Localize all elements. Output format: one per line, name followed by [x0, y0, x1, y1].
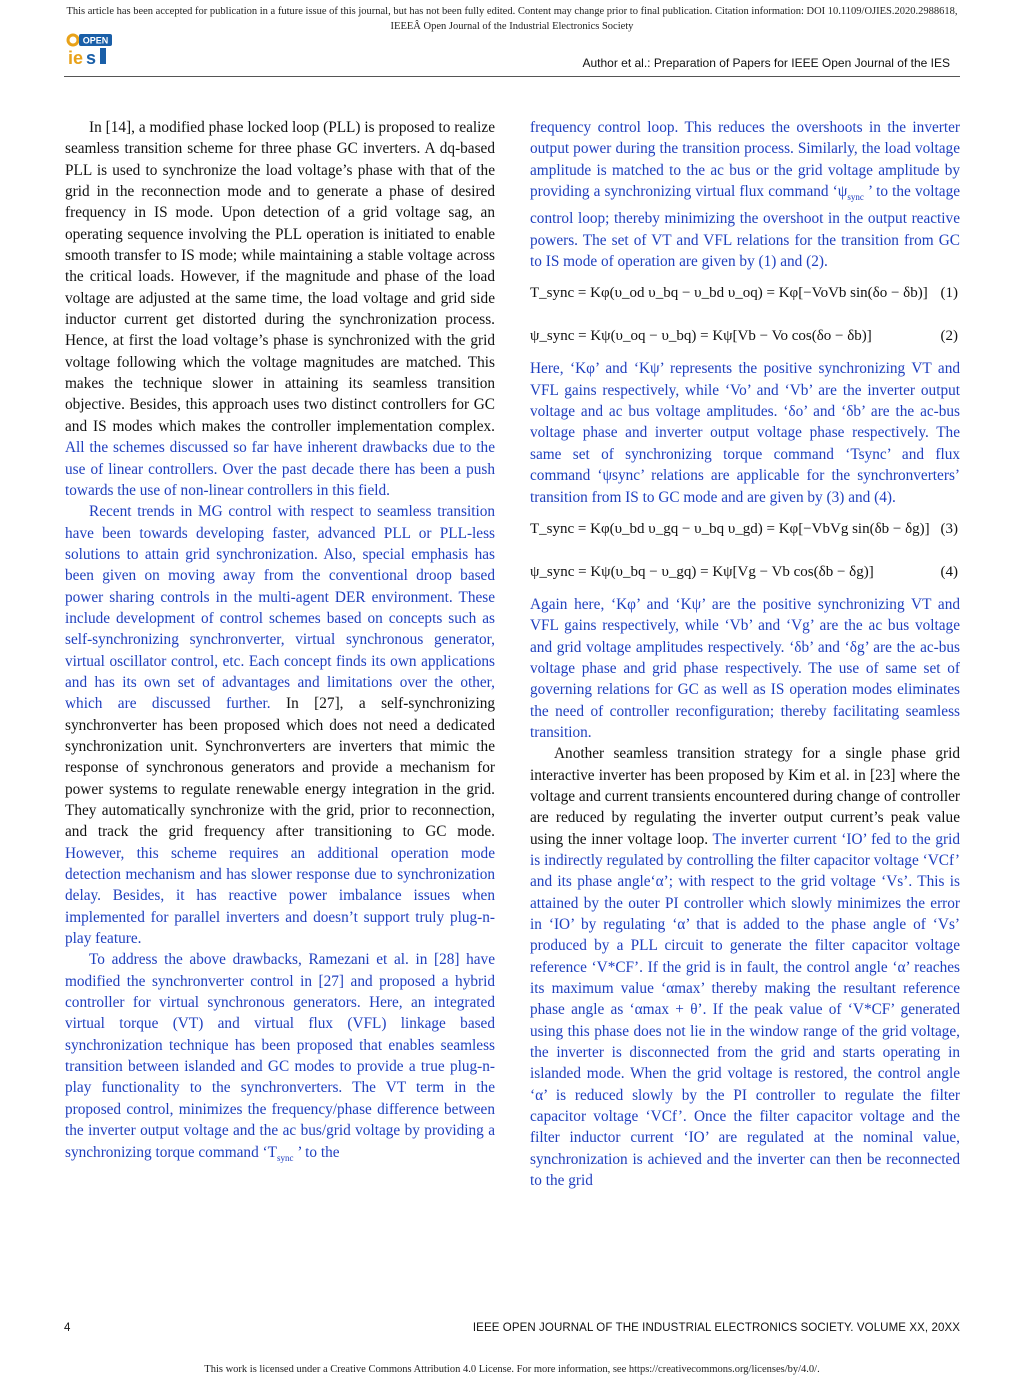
page-number: 4	[64, 1322, 71, 1334]
equation-3-number: (3)	[940, 520, 958, 537]
paragraph-frequency-loop	[530, 117, 960, 272]
paragraph-kim-strategy	[530, 743, 960, 1191]
text-recent-trends: Recent trends in MG control with respect to seamless transition have been towards developing faster, advanced PLL or PLL-less solutions to attain grid synchronization. Also, special emphasis has been given on moving away from the conventional droop based power sharing controls in the multi-agent DER environment. These include development of control schemes based on concepts such as self-synchronizing synchronverter, virtual synchronous generator, virtual oscillator control, etc. Each concept finds its own applications and has its own set of advantages and limitations over the other, which are discussed further.	[65, 503, 495, 713]
paragraph-pll	[65, 117, 495, 501]
text-hybrid-controller: To address the above drawbacks, Ramezani et al. in [28] have modified the synchronverter control in [27] and proposed a hybrid controller for virtual synchronous generators. Here, an integrated virtual torque (VT) and virtual flux (VFL) linkage based synchronization technique has been proposed that enables seamless transition between islanded and GC modes to provide a true plug-n-play functionality to the synchronverters. The VT term in the proposed control, minimizes the frequency/phase difference between the inverter output voltage and the ac bus/grid voltage by providing a synchronizing torque command ‘T	[65, 951, 495, 1161]
text-synchronverter-drawbacks: However, this scheme requires an additional operation mode detection mechanism and has slower response due to synchronization delay. Besides, it has reactive power imbalance issues when implemented for parallel inverters and doesn’t support truly plug-n-play feature.	[65, 844, 495, 948]
svg-text:ie: ie	[68, 48, 84, 68]
text-inverter-current: The inverter current ‘IO’ fed to the grid is indirectly regulated by controlling the filter capacitor voltage ‘VCf’ and its phase angle‘α’; with respect to the grid voltage ‘Vs’. This is attained by the outer PI controller which slowly minimizes the error in ‘IO’ by regulating ‘α’ that is added to the phase angle of ‘Vs’ produced by a PLL circuit to generate the filter capacitor voltage reference ‘V*CF’. If the grid is in fault, the control angle ‘α’ reaches its maximum value ‘αmax’ thereby making the resultant reference phase angle as ‘αmax + θ’. If the peak value of ‘V*CF’ generated using this phase does not lie in the window range of the grid voltage, the inverter is disconnected from the grid and starts operating in islanded mode. When the grid voltage is restored, the control angle ‘α’ is reduced slowly by the PI controller to regulate the filter capacitor voltage ‘VCf’. Once the filter capacitor voltage and the filter inductor current ‘IO’ are regulated at the nominal value, synchronization is achieved and the inverter can then be reconnected to the grid	[530, 830, 960, 1190]
equation-2	[530, 315, 960, 358]
left-column	[65, 117, 495, 1169]
text-kim-strategy: Another seamless transition strategy for a single phase grid interactive inverter has been proposed by Kim et al. in [23] where the voltage and current transients encountered during change of controller are reduced by regulating the inverter output current’s peak value using the inner voltage loop.	[530, 745, 960, 848]
text-pll: In [14], a modified phase locked loop (PLL) is proposed to realize seamless transition scheme for three phase GC inverters. A dq-based PLL is used to synchronize the load voltage’s phase with that of the grid in the reconnection mode and to generate a phase of desired frequency in IS mode. Upon detection of a grid voltage sag, an operating sequence involving the PLL operation is initiated to enable smooth transfer to IS mode; while maintaining a stable voltage across the critical loads. However, if the magnitude and phase of the load voltage are adjusted at the same time, the load voltage and grid side inductor current get distorted during the synchronization process. Hence, at first the load voltage’s phase is synchronized with the grid voltage following which the voltage magnitudes are matched. This makes the technique slower in attaining its seamless transition objective. Besides, this approach uses two distinct controllers for GC and IS modes which makes the controller implementation complex.	[65, 119, 495, 435]
paragraph-gains-is-gc: Again here, ‘Kφ’ and ‘Kψ’ are the positive synchronizing VT and VFL gains respectively, while ‘Vb’ and ‘Vg’ are the ac bus voltage and grid voltage amplitudes respectively. ‘δb’ and ‘δg’ are the ac-bus voltage phase and grid phase respectively. The use of same set of governing relations for GC as well as IS operation modes eliminates the need of controller reconfiguration; thereby facilitating seamless transition.	[530, 595, 960, 741]
equation-2-number: (2)	[940, 328, 958, 345]
publication-notice	[0, 4, 1024, 34]
equation-3	[530, 508, 960, 551]
paragraph-gains-gc-is: Here, ‘Kφ’ and ‘Kψ’ represents the positive synchronizing VT and VFL gains respectively, while ‘Vo’ and ‘Vb’ are the inverter output voltage and ac bus voltage amplitudes. ‘δo’ and ‘δb’ are the ac-bus voltage phase and inverter output voltage phase respectively. The same set of synchronizing torque command ‘Tsync’ and flux command ‘ψsync’ relations are applicable for the synchronverters’ transition from IS to GC mode and are given by (3) and (4).	[530, 360, 960, 506]
paragraph-recent-trends	[65, 501, 495, 949]
running-head: Author et al.: Preparation of Papers for IEEE Open Journal of the IES	[582, 56, 950, 70]
equation-4	[530, 551, 960, 594]
text-frequency-loop: frequency control loop. This reduces the overshoots in the inverter output power during the transition process. Similarly, the load voltage amplitude is matched to the ac bus or the grid voltage amplitude by providing a synchronizing virtual flux command ‘ψ	[530, 119, 960, 201]
text-linear-drawbacks: All the schemes discussed so far have inherent drawbacks due to the use of linear controllers. Over the past decade there has been a push towards the use of non-linear controllers in this field.	[65, 439, 495, 499]
text-to-the: ’ to the	[297, 1143, 340, 1161]
publication-notice-line1: This article has been accepted for publication in a future issue of this journal, but has not been fully edited. Content may change prior to final publication. Citation information: DOI 10.1109/OJIES.2020.2988618,	[66, 6, 958, 17]
journal-volume-line: IEEE OPEN JOURNAL OF THE INDUSTRIAL ELECTRONICS SOCIETY. VOLUME XX, 20XX	[472, 1322, 960, 1334]
equation-4-body: ψ_sync = Kψ(υ_bq − υ_gq) = Kψ[Vg − Vb cos(δb − δg)]	[530, 563, 874, 580]
text-synchronverter: In [27], a self-synchronizing synchronverter has been proposed which does not need a dedicated synchronization unit. Synchronverters are inverters that mimic the response of synchronous generators and provide a mechanism for power systems to regulate renewable energy integration in the grid. They automatically synchronize with the grid, prior to reconnection, and track the grid frequency after transitioning to GC mode.	[65, 695, 495, 841]
paragraph-hybrid-controller	[65, 949, 495, 1168]
text-vfl-relations: ’ to the voltage control loop; thereby minimizing the overshoot in the output reactive powers. The set of VT and VFL relations for the transition from GC to IS mode of operation are given by (1) and (2).	[530, 183, 961, 271]
logo-text: OPEN	[82, 35, 109, 46]
header-rule	[64, 76, 960, 77]
equation-3-body: T_sync = Kφ(υ_bd υ_gq − υ_bq υ_gd) = Kφ[−VbVg sin(δb − δg)]	[530, 520, 930, 537]
text-psisync-subscript: sync	[847, 192, 864, 203]
equation-4-number: (4)	[940, 563, 958, 580]
right-column	[530, 117, 960, 1191]
publication-notice-line2: IEEEÂ Open Journal of the Industrial Electronics Society	[390, 21, 634, 32]
equation-1-body: T_sync = Kφ(υ_od υ_bq − υ_bd υ_oq) = Kφ[−VoVb sin(δo − δb)]	[530, 285, 928, 302]
equation-1-number: (1)	[940, 285, 958, 302]
equation-1	[530, 272, 960, 315]
license-notice: This work is licensed under a Creative Commons Attribution 4.0 License. For more information, see https://creativecommons.org/licenses/by/4.0/.	[204, 1364, 820, 1375]
journal-logo	[64, 30, 114, 68]
svg-text:s: s	[86, 48, 97, 68]
text-tsync-subscript: sync	[276, 1152, 294, 1163]
equation-2-body: ψ_sync = Kψ(υ_oq − υ_bq) = Kψ[Vb − Vo cos(δo − δb)]	[530, 328, 872, 345]
